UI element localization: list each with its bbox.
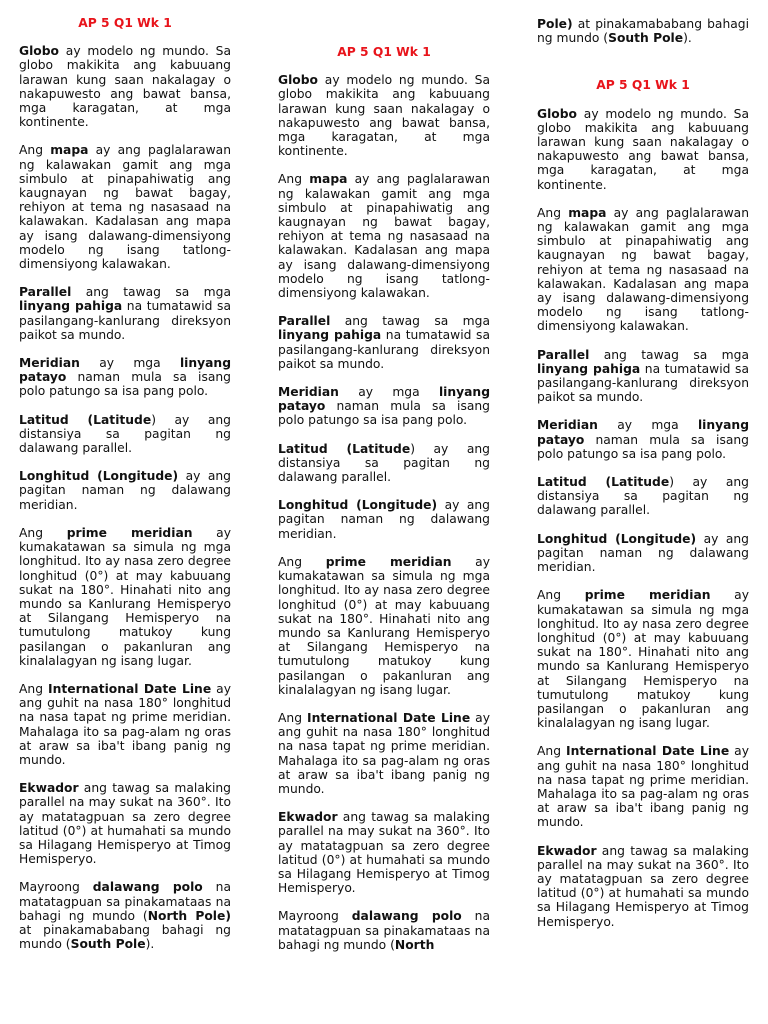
paragraph: [19, 44, 231, 129]
text-run: ang tawag sa malaking parallel na may sukat na 360°. Ito ay matatagpuan sa zero degree latitud (0°) at humahati sa mundo sa Hilagang Hemisperyo at Timog Hemisperyo.: [19, 781, 231, 867]
text-run: ang tawag sa mga: [589, 347, 749, 362]
text-run: ay kumakatawan sa simula ng mga longhitud. Ito ay nasa zero degree longhitud (0°) at may kabuuang sukat na 180°. Hinahati nito ang mundo sa Kanlurang Hemisperyo at Silangang Hemisperyo na tumutulong matukoy kung pasilangan o pakanluran ang kinalalagyan ng isang lugar.: [537, 588, 749, 731]
paragraph: [537, 532, 749, 575]
paragraph: [537, 475, 749, 518]
paragraph: [19, 285, 231, 342]
paragraph: [537, 588, 749, 730]
bold-term: Ekwador: [278, 810, 338, 825]
paragraph: [19, 356, 231, 399]
text-run: Mayroong: [278, 909, 352, 924]
text-run: Ang: [537, 744, 567, 759]
text-run: ay ang guhit na nasa 180° longhitud na nasa tapat ng prime meridian. Mahalaga ito sa pag-alam ng oras at araw sa iba't ibang panig ng mundo.: [278, 710, 490, 796]
text-run: na tumatawid sa pasilangang-kanlurang direksyon paikot sa mundo.: [19, 299, 231, 342]
bold-term: linyang patayo: [537, 418, 749, 447]
text-run: at pinakamababang bahagi ng mundo (: [537, 17, 749, 46]
column-3: [537, 17, 749, 943]
paragraph: [19, 682, 231, 767]
paragraph: [537, 348, 749, 405]
bold-term: Parallel: [278, 314, 331, 329]
column-2: [278, 45, 490, 966]
text-run: ang tawag sa mga: [330, 314, 490, 329]
bold-term: Ekwador: [537, 843, 597, 858]
text-run: ay ang guhit na nasa 180° longhitud na nasa tapat ng prime meridian. Mahalaga ito sa pag-alam ng oras at araw sa iba't ibang panig ng mundo.: [537, 744, 749, 830]
text-run: ay kumakatawan sa simula ng mga longhitud. Ito ay nasa zero degree longhitud (0°) at may kabuuang sukat na 180°. Hinahati nito ang mundo sa Kanlurang Hemisperyo at Silangang Hemisperyo na tumutulong matukoy kung pasilangan o pakanluran ang kinalalagyan ng isang lugar.: [278, 554, 490, 697]
paragraph: [278, 314, 490, 371]
text-run: ) ay ang distansiya sa pagitan ng dalawang parallel.: [278, 441, 490, 485]
paragraph: [278, 555, 490, 697]
bold-term: dalawang polo: [92, 880, 203, 895]
bold-term: Globo: [537, 106, 578, 121]
text-run: ay mga: [79, 356, 180, 371]
text-run: ay ang pagitan naman ng dalawang meridian.: [19, 469, 231, 512]
bold-term: dalawang polo: [351, 909, 462, 924]
paragraph: [537, 107, 749, 192]
paragraph-list: [19, 44, 231, 951]
text-run: naman mula sa isang polo patungo sa isa pang polo.: [19, 370, 231, 399]
bold-term: Latitud (Latitude: [537, 475, 670, 490]
text-run: ).: [145, 937, 155, 952]
paragraph: [19, 143, 231, 271]
text-run: ay modelo ng mundo. Sa globo makikita ang kabuuang larawan kung saan nakalagay o nakapuwesto ang bawat bansa, mga karagatan, at mga kontinente.: [537, 106, 749, 192]
text-run: ay ang pagitan naman ng dalawang meridian.: [537, 531, 749, 575]
text-run: Ang: [537, 205, 569, 220]
text-run: na tumatawid sa pasilangang-kanlurang direksyon paikot sa mundo.: [278, 328, 490, 371]
text-run: na tumatawid sa pasilangang-kanlurang direksyon paikot sa mundo.: [537, 361, 749, 405]
paragraph: [278, 498, 490, 541]
text-run: Mayroong: [19, 880, 93, 895]
bold-term: Meridian: [19, 356, 80, 371]
bold-term: International Date Line: [566, 744, 730, 759]
text-run: ) ay ang distansiya sa pagitan ng dalawang parallel.: [537, 475, 749, 518]
paragraph-list: [537, 107, 749, 929]
bold-term: North Pole): [147, 908, 231, 923]
column-1: [19, 16, 231, 965]
paragraph: [19, 526, 231, 668]
bold-term: prime meridian: [325, 554, 452, 569]
bold-term: linyang patayo: [19, 356, 231, 385]
bold-term: Parallel: [537, 347, 590, 362]
text-run: Ang: [278, 554, 326, 569]
paragraph: [19, 880, 231, 951]
continued-paragraph: [537, 17, 749, 45]
text-run: ay mga: [338, 385, 439, 400]
text-run: ang tawag sa mga: [71, 285, 231, 300]
text-run: ang tawag sa malaking parallel na may sukat na 360°. Ito ay matatagpuan sa zero degree latitud (0°) at humahati sa mundo sa Hilagang Hemisperyo at Timog Hemisperyo.: [537, 843, 749, 929]
bold-term: North: [394, 937, 435, 952]
paragraph: [278, 73, 490, 158]
bold-term: Longhitud (Longitude): [278, 498, 438, 513]
text-run: ay modelo ng mundo. Sa globo makikita ang kabuuang larawan kung saan nakalagay o nakapuwesto ang bawat bansa, mga karagatan, at mga kontinente.: [278, 73, 490, 159]
bold-term: South Pole: [608, 31, 684, 46]
bold-term: South Pole: [70, 937, 146, 952]
paragraph: [278, 909, 490, 952]
bold-term: Globo: [278, 73, 319, 88]
text-run: ay ang guhit na nasa 180° longhitud na nasa tapat ng prime meridian. Mahalaga ito sa pag-alam ng oras at araw sa iba't ibang panig ng mundo.: [19, 681, 231, 767]
bold-term: Parallel: [19, 285, 72, 300]
bold-term: mapa: [568, 205, 607, 220]
text-run: na matatagpuan sa pinakamataas na bahagi ng mundo (: [278, 909, 490, 952]
text-run: Ang: [278, 172, 310, 187]
bold-term: linyang pahiga: [19, 299, 123, 314]
paragraph: [278, 442, 490, 485]
paragraph: [19, 469, 231, 512]
text-run: at pinakamababang bahagi ng mundo (: [19, 922, 231, 952]
paragraph-list: [278, 73, 490, 952]
doc-title: AP 5 Q1 Wk 1: [78, 16, 172, 30]
text-run: Ang: [278, 710, 308, 725]
text-run: ).: [683, 31, 692, 46]
text-run: Ang: [19, 681, 49, 696]
text-run: ay ang paglalarawan ng kalawakan gamit ang mga simbulo at pinapahiwatig ang kaugnayan ng bawat bagay, rehiyon at tema ng nasasaad na kalawakan. Kadalasan ang mapa ay isang dalawang-dimensiyong modelo ng isang tatlong-dimensiyong kalawakan.: [19, 143, 232, 272]
bold-term: prime meridian: [66, 525, 193, 540]
text-run: ay modelo ng mundo. Sa globo makikita ang kabuuang larawan kung saan nakalagay o nakapuwesto ang bawat bansa, mga karagatan, at mga kontinente.: [19, 44, 231, 130]
text-run: Ang: [19, 525, 67, 540]
paragraph: [537, 206, 749, 334]
bold-term: Longhitud (Longitude): [19, 469, 179, 484]
paragraph: [537, 744, 749, 829]
bold-term: International Date Line: [307, 710, 471, 725]
text-run: Ang: [19, 143, 51, 158]
text-run: ay ang paglalarawan ng kalawakan gamit ang mga simbulo at pinapahiwatig ang kaugnayan ng bawat bagay, rehiyon at tema ng nasasaad na kalawakan. Kadalasan ang mapa ay isang dalawang-dimensiyong modelo ng isang tatlong-dimensiyong kalawakan.: [537, 205, 750, 334]
bold-term: Meridian: [278, 385, 339, 400]
bold-term: Pole): [537, 17, 573, 31]
doc-title: AP 5 Q1 Wk 1: [596, 78, 690, 93]
bold-term: International Date Line: [48, 681, 212, 696]
paragraph: [537, 844, 749, 929]
bold-term: Latitud (Latitude: [19, 412, 152, 427]
bold-term: mapa: [309, 172, 348, 187]
text-run: Ang: [537, 588, 585, 603]
text-run: na matatagpuan sa pinakamataas na bahagi ng mundo (: [19, 880, 231, 923]
paragraph: [537, 418, 749, 461]
bold-term: Longhitud (Longitude): [537, 531, 697, 546]
text-run: ay kumakatawan sa simula ng mga longhitud. Ito ay nasa zero degree longhitud (0°) at may kabuuang sukat na 180°. Hinahati nito ang mundo sa Kanlurang Hemisperyo at Silangang Hemisperyo na tumutulong matukoy kung pasilangan o pakanluran ang kinalalagyan ng isang lugar.: [19, 525, 231, 668]
paragraph: [19, 781, 231, 866]
bold-term: mapa: [50, 143, 89, 158]
bold-term: linyang pahiga: [537, 361, 641, 376]
text-run: naman mula sa isang polo patungo sa isa pang polo.: [278, 399, 490, 428]
paragraph: [19, 413, 231, 456]
paragraph: [278, 711, 490, 796]
text-run: ay mga: [597, 418, 698, 433]
paragraph: [278, 172, 490, 300]
bold-term: Latitud (Latitude: [278, 441, 411, 456]
text-run: ang tawag sa malaking parallel na may sukat na 360°. Ito ay matatagpuan sa zero degree latitud (0°) at humahati sa mundo sa Hilagang Hemisperyo at Timog Hemisperyo.: [278, 810, 490, 896]
text-run: ay ang pagitan naman ng dalawang meridian.: [278, 498, 490, 541]
bold-term: linyang patayo: [278, 385, 490, 414]
bold-term: prime meridian: [584, 588, 711, 603]
bold-term: Globo: [19, 44, 60, 59]
text-run: ) ay ang distansiya sa pagitan ng dalawang parallel.: [19, 412, 231, 456]
paragraph: [278, 385, 490, 428]
paragraph: [278, 810, 490, 895]
doc-title: AP 5 Q1 Wk 1: [337, 45, 431, 59]
text-run: naman mula sa isang polo patungo sa isa pang polo.: [537, 432, 749, 461]
bold-term: Meridian: [537, 418, 598, 433]
text-run: ay ang paglalarawan ng kalawakan gamit ang mga simbulo at pinapahiwatig ang kaugnayan ng bawat bagay, rehiyon at tema ng nasasaad na kalawakan. Kadalasan ang mapa ay isang dalawang-dimensiyong modelo ng isang tatlong-dimensiyong kalawakan.: [278, 172, 491, 301]
bold-term: Ekwador: [19, 781, 79, 796]
bold-term: linyang pahiga: [278, 328, 382, 343]
